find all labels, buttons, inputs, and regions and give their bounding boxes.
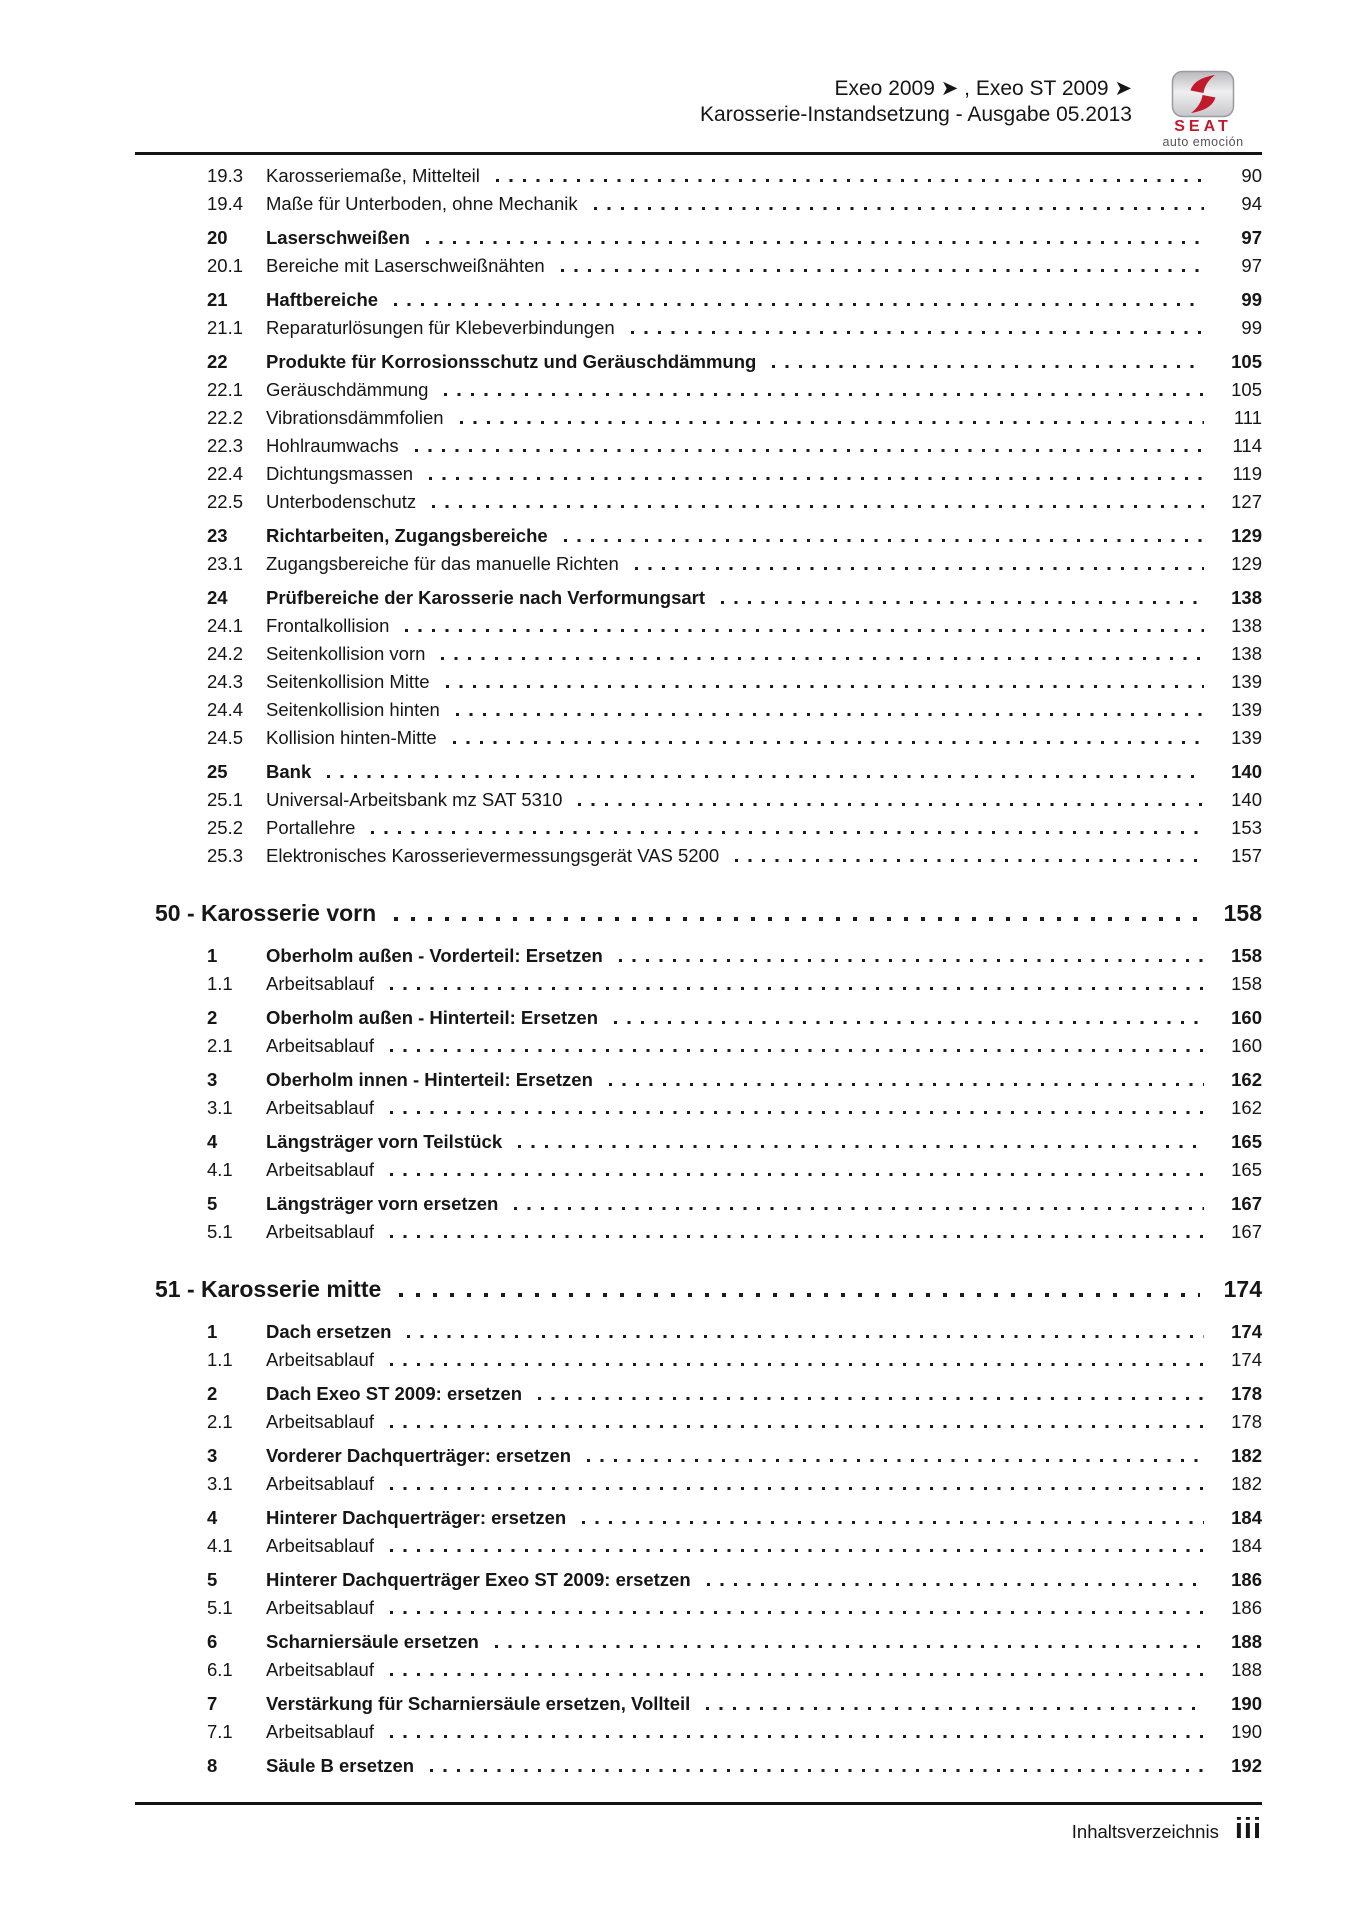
toc-entry-page: 190 [1231, 1721, 1262, 1742]
toc-entry-title: Hohlraumwachs [266, 435, 399, 456]
dot-leader [390, 1111, 1204, 1114]
toc-entry [135, 724, 1262, 752]
toc-list [135, 162, 1262, 1780]
toc-entry-title: Haftbereiche [266, 289, 379, 310]
toc-entry-title: Dach ersetzen [266, 1321, 392, 1342]
toc-entry [135, 1656, 1262, 1684]
toc-entry-title: Zugangsbereiche für das manuelle Richten [266, 553, 619, 574]
toc-entry-number: 25.2 [207, 817, 244, 838]
toc-entry-page: 129 [1231, 525, 1262, 546]
toc-entry-page: 182 [1231, 1473, 1262, 1494]
dot-leader [619, 959, 1204, 962]
dot-leader [735, 859, 1204, 862]
dot-leader [609, 1083, 1204, 1086]
toc-entry-title: Bereiche mit Laserschweißnähten [266, 255, 545, 276]
toc-entry [135, 1690, 1262, 1718]
seat-logo-tagline: auto emoción [1162, 135, 1244, 149]
toc-entry [135, 1566, 1262, 1594]
dot-leader [514, 1207, 1204, 1210]
dot-leader [415, 449, 1204, 452]
toc-entry-number: 4 [207, 1507, 218, 1528]
toc-entry-page: 105 [1231, 379, 1262, 400]
toc-entry-number: 20.1 [207, 255, 244, 276]
toc-entry [135, 1156, 1262, 1184]
toc-entry [135, 1380, 1262, 1408]
toc-entry-title: Reparaturlösungen für Klebeverbindungen [266, 317, 615, 338]
dot-leader [564, 539, 1204, 542]
toc-entry [135, 460, 1262, 488]
toc-entry-number: 2.1 [207, 1035, 233, 1056]
toc-entry [135, 190, 1262, 218]
toc-entry [135, 1032, 1262, 1060]
toc-entry-number: 24.4 [207, 699, 244, 720]
toc-entry [135, 786, 1262, 814]
dot-leader [441, 657, 1204, 660]
toc-entry [135, 1504, 1262, 1532]
dot-leader [390, 1549, 1204, 1552]
dot-leader [518, 1145, 1204, 1148]
toc-entry [135, 1442, 1262, 1470]
toc-entry-page: 192 [1231, 1755, 1262, 1776]
dot-leader [614, 1021, 1204, 1024]
toc-entry-page: 138 [1231, 615, 1262, 636]
toc-entry [135, 970, 1262, 998]
toc-entry-title: Arbeitsablauf [266, 1597, 374, 1618]
header-model-line: Exeo 2009 ➤ , Exeo ST 2009 ➤ [834, 77, 1132, 100]
toc-entry-title: Richtarbeiten, Zugangsbereiche [266, 525, 548, 546]
toc-entry-number: 19.3 [207, 165, 244, 186]
toc-entry-number: 1 [207, 1321, 218, 1342]
toc-entry-number: 21.1 [207, 317, 244, 338]
toc-entry-number: 24.3 [207, 671, 244, 692]
toc-entry-number: 21 [207, 289, 228, 310]
toc-entry-page: 99 [1241, 317, 1262, 338]
toc-entry-title: Prüfbereiche der Karosserie nach Verformungsart [266, 587, 706, 608]
toc-entry [135, 376, 1262, 404]
toc-entry [135, 1628, 1262, 1656]
toc-entry-page: 160 [1231, 1035, 1262, 1056]
toc-entry-title: Seitenkollision hinten [266, 699, 440, 720]
dot-leader [456, 713, 1204, 716]
toc-entry [135, 314, 1262, 342]
dot-leader [707, 1583, 1204, 1586]
toc-entry [135, 668, 1262, 696]
dot-leader [453, 741, 1204, 744]
dot-leader [426, 241, 1204, 244]
dot-leader [582, 1521, 1204, 1524]
toc-entry [135, 758, 1262, 786]
dot-leader [371, 831, 1204, 834]
toc-entry-title: Scharniersäule ersetzen [266, 1631, 479, 1652]
toc-entry-number: 22.1 [207, 379, 244, 400]
toc-entry-number: 1 [207, 945, 218, 966]
toc-entry-page: 127 [1231, 491, 1262, 512]
seat-logo [1144, 70, 1262, 149]
toc-entry-page: 162 [1231, 1069, 1262, 1090]
dot-leader [430, 1769, 1204, 1772]
toc-entry-page: 105 [1231, 351, 1262, 372]
toc-chapter-title: 51 - Karosserie mitte [155, 1276, 382, 1302]
toc-entry-page: 188 [1231, 1631, 1262, 1652]
toc-entry [135, 1128, 1262, 1156]
toc-entry-page: 99 [1241, 289, 1262, 310]
toc-entry-page: 162 [1231, 1097, 1262, 1118]
toc-entry [135, 1532, 1262, 1560]
toc-entry-title: Arbeitsablauf [266, 1411, 374, 1432]
toc-entry [135, 1094, 1262, 1122]
toc-entry-number: 4 [207, 1131, 218, 1152]
toc-entry [135, 1718, 1262, 1746]
toc-entry-title: Längsträger vorn ersetzen [266, 1193, 499, 1214]
dot-leader [390, 1363, 1204, 1366]
seat-logo-icon [1171, 70, 1235, 118]
toc-entry [135, 1066, 1262, 1094]
toc-entry-title: Kollision hinten-Mitte [266, 727, 437, 748]
toc-entry-title: Seitenkollision vorn [266, 643, 426, 664]
toc-entry-number: 22 [207, 351, 228, 372]
toc-chapter-page: 174 [1223, 1276, 1262, 1302]
toc-entry-page: 160 [1231, 1007, 1262, 1028]
dot-leader [327, 775, 1204, 778]
toc-entry-number: 22.5 [207, 491, 244, 512]
toc-entry-title: Bank [266, 761, 312, 782]
page-header [135, 76, 1262, 155]
toc-entry [135, 404, 1262, 432]
toc-entry-title: Arbeitsablauf [266, 1349, 374, 1370]
toc-entry-number: 5.1 [207, 1597, 233, 1618]
toc-entry [135, 252, 1262, 280]
toc-entry-title: Vibrationsdämmfolien [266, 407, 444, 428]
toc-entry-number: 7.1 [207, 1721, 233, 1742]
toc-entry-title: Arbeitsablauf [266, 1035, 374, 1056]
toc-entry-title: Frontalkollision [266, 615, 390, 636]
toc-entry-title: Längsträger vorn Teilstück [266, 1131, 503, 1152]
toc-entry-page: 129 [1231, 553, 1262, 574]
toc-entry-title: Dach Exeo ST 2009: ersetzen [266, 1383, 523, 1404]
toc-entry-title: Karosseriemaße, Mittelteil [266, 165, 480, 186]
toc-entry-title: Arbeitsablauf [266, 1535, 374, 1556]
toc-entry-number: 1.1 [207, 973, 233, 994]
toc-entry-number: 24.1 [207, 615, 244, 636]
dot-leader [429, 477, 1204, 480]
toc-entry-page: 139 [1231, 727, 1262, 748]
toc-entry-page: 165 [1231, 1131, 1262, 1152]
toc-entry-title: Arbeitsablauf [266, 973, 374, 994]
toc-entry-page: 174 [1231, 1321, 1262, 1342]
toc-entry-page: 97 [1241, 255, 1262, 276]
toc-entry-page: 138 [1231, 587, 1262, 608]
toc-entry-title: Arbeitsablauf [266, 1473, 374, 1494]
toc-entry [135, 1470, 1262, 1498]
dot-leader [390, 1173, 1204, 1176]
dot-leader [446, 685, 1205, 688]
toc-entry-title: Dichtungsmassen [266, 463, 414, 484]
toc-entry-page: 139 [1231, 699, 1262, 720]
toc-entry [135, 1218, 1262, 1246]
toc-entry-page: 178 [1231, 1383, 1262, 1404]
toc-entry [135, 162, 1262, 190]
page-footer [135, 1802, 1262, 1846]
seat-logo-wordmark: SEAT [1174, 118, 1232, 135]
toc-entry-title: Produkte für Korrosionsschutz und Geräuschdämmung [266, 351, 757, 372]
dot-leader [578, 803, 1204, 806]
toc-entry-page: 157 [1231, 845, 1262, 866]
dot-leader [772, 365, 1204, 368]
toc-entry-page: 167 [1231, 1221, 1262, 1242]
dot-leader [390, 1235, 1204, 1238]
toc-entry-page: 90 [1241, 165, 1262, 186]
toc-entry-page: 94 [1241, 193, 1262, 214]
toc-entry [135, 1408, 1262, 1436]
toc-entry-title: Hinterer Dachquerträger: ersetzen [266, 1507, 567, 1528]
dot-leader [496, 179, 1204, 182]
toc-entry-number: 2 [207, 1383, 218, 1404]
toc-entry-number: 19.4 [207, 193, 244, 214]
footer-page-number: iii [1234, 1813, 1262, 1845]
dot-leader [390, 1487, 1204, 1490]
toc-entry [135, 522, 1262, 550]
toc-entry [135, 432, 1262, 460]
toc-entry-page: 140 [1231, 789, 1262, 810]
dot-leader [407, 1335, 1204, 1338]
toc-entry [135, 1318, 1262, 1346]
toc-entry-page: 158 [1231, 945, 1262, 966]
toc-entry-title: Unterbodenschutz [266, 491, 417, 512]
toc-entry-number: 1.1 [207, 1349, 233, 1370]
toc-entry-number: 25.1 [207, 789, 244, 810]
toc-entry [135, 640, 1262, 668]
toc-entry-number: 3.1 [207, 1473, 233, 1494]
toc-entry-title: Arbeitsablauf [266, 1159, 374, 1180]
toc-entry-title: Laserschweißen [266, 227, 410, 248]
toc-entry-number: 24.2 [207, 643, 244, 664]
toc-entry-number: 6.1 [207, 1659, 233, 1680]
toc-entry-number: 5 [207, 1569, 218, 1590]
toc-entry-title: Arbeitsablauf [266, 1221, 374, 1242]
toc-entry-page: 186 [1231, 1597, 1262, 1618]
toc-entry-number: 3 [207, 1069, 218, 1090]
toc-entry-title: Seitenkollision Mitte [266, 671, 430, 692]
toc-entry-number: 23.1 [207, 553, 244, 574]
toc-entry-number: 5.1 [207, 1221, 233, 1242]
toc-entry-title: Geräuschdämmung [266, 379, 429, 400]
dot-leader [561, 269, 1204, 272]
toc-entry [135, 1752, 1262, 1780]
toc-chapter-heading [135, 1272, 1262, 1306]
dot-leader [405, 629, 1204, 632]
toc-entry-page: 188 [1231, 1659, 1262, 1680]
toc-entry-number: 2 [207, 1007, 218, 1028]
toc-entry-number: 25 [207, 761, 228, 782]
toc-entry-number: 4.1 [207, 1535, 233, 1556]
toc-entry [135, 286, 1262, 314]
dot-leader [390, 1049, 1204, 1052]
toc-entry [135, 1346, 1262, 1374]
toc-entry-number: 20 [207, 227, 228, 248]
toc-entry-page: 114 [1232, 435, 1262, 456]
toc-entry-number: 22.2 [207, 407, 244, 428]
toc-entry-page: 158 [1231, 973, 1262, 994]
dot-leader [587, 1459, 1204, 1462]
toc-entry-page: 167 [1231, 1193, 1262, 1214]
toc-entry-page: 165 [1231, 1159, 1262, 1180]
toc-entry-title: Hinterer Dachquerträger Exeo ST 2009: ersetzen [266, 1569, 691, 1590]
dot-leader [460, 421, 1204, 424]
toc-entry [135, 842, 1262, 870]
toc-entry [135, 1004, 1262, 1032]
toc-entry-number: 2.1 [207, 1411, 233, 1432]
dot-leader [721, 601, 1204, 604]
toc-entry-page: 138 [1231, 643, 1262, 664]
toc-entry-number: 25.3 [207, 845, 244, 866]
toc-entry [135, 814, 1262, 842]
dot-leader [495, 1645, 1204, 1648]
dot-leader [631, 331, 1204, 334]
toc-entry-number: 7 [207, 1693, 218, 1714]
toc-entry-number: 8 [207, 1755, 218, 1776]
toc-entry-page: 186 [1231, 1569, 1262, 1590]
toc-entry-page: 97 [1241, 227, 1262, 248]
toc-entry-number: 6 [207, 1631, 218, 1652]
toc-entry-title: Oberholm außen - Hinterteil: Ersetzen [266, 1007, 599, 1028]
toc-entry-page: 139 [1231, 671, 1262, 692]
dot-leader [394, 303, 1204, 306]
toc-entry-page: 184 [1231, 1535, 1262, 1556]
dot-leader [432, 505, 1204, 508]
toc-entry-title: Portallehre [266, 817, 356, 838]
toc-entry [135, 488, 1262, 516]
toc-entry [135, 1594, 1262, 1622]
toc-entry-page: 182 [1231, 1445, 1262, 1466]
toc-entry [135, 584, 1262, 612]
toc-entry-title: Arbeitsablauf [266, 1721, 374, 1742]
toc-entry-title: Säule B ersetzen [266, 1755, 415, 1776]
toc-entry [135, 550, 1262, 578]
toc-entry-title: Arbeitsablauf [266, 1097, 374, 1118]
dot-leader [399, 1293, 1200, 1297]
toc-entry-number: 22.4 [207, 463, 244, 484]
toc-entry [135, 348, 1262, 376]
dot-leader [394, 917, 1200, 921]
toc-entry-number: 23 [207, 525, 228, 546]
dot-leader [594, 207, 1204, 210]
dot-leader [390, 1673, 1204, 1676]
dot-leader [538, 1397, 1204, 1400]
toc-entry-number: 24.5 [207, 727, 244, 748]
toc-entry-title: Oberholm außen - Vorderteil: Ersetzen [266, 945, 603, 966]
header-text [135, 76, 1132, 128]
toc-entry-title: Universal-Arbeitsbank mz SAT 5310 [266, 789, 563, 810]
toc-entry-number: 22.3 [207, 435, 244, 456]
toc-entry-page: 119 [1232, 463, 1262, 484]
toc-entry-title: Verstärkung für Scharniersäule ersetzen, Vollteil [266, 1693, 691, 1714]
toc-entry [135, 612, 1262, 640]
header-doc-line: Karosserie-Instandsetzung - Ausgabe 05.2013 [700, 103, 1132, 126]
toc-entry-page: 178 [1231, 1411, 1262, 1432]
dot-leader [390, 1735, 1204, 1738]
toc-entry-title: Arbeitsablauf [266, 1659, 374, 1680]
dot-leader [390, 1425, 1204, 1428]
toc-entry-number: 5 [207, 1193, 218, 1214]
toc-entry-title: Maße für Unterboden, ohne Mechanik [266, 193, 578, 214]
toc-entry-page: 184 [1231, 1507, 1262, 1528]
toc-entry-title: Elektronisches Karosserievermessungsgerät VAS 5200 [266, 845, 720, 866]
toc-entry-number: 3 [207, 1445, 218, 1466]
toc-entry-page: 153 [1231, 817, 1262, 838]
toc-entry-number: 4.1 [207, 1159, 233, 1180]
dot-leader [390, 1611, 1204, 1614]
toc-entry [135, 696, 1262, 724]
toc-entry [135, 942, 1262, 970]
toc-chapter-heading [135, 896, 1262, 930]
toc-entry-page: 190 [1231, 1693, 1262, 1714]
toc-entry-title: Vorderer Dachquerträger: ersetzen [266, 1445, 572, 1466]
toc-entry [135, 224, 1262, 252]
footer-label: Inhaltsverzeichnis [1071, 1821, 1219, 1842]
toc-entry-number: 24 [207, 587, 228, 608]
dot-leader [444, 393, 1204, 396]
toc-entry-page: 140 [1231, 761, 1262, 782]
dot-leader [706, 1707, 1204, 1710]
toc-chapter-page: 158 [1223, 900, 1262, 926]
toc-entry [135, 1190, 1262, 1218]
dot-leader [635, 567, 1204, 570]
toc-entry-number: 3.1 [207, 1097, 233, 1118]
toc-chapter-title: 50 - Karosserie vorn [155, 900, 377, 926]
toc-entry-page: 111 [1233, 407, 1262, 428]
toc-entry-page: 174 [1231, 1349, 1262, 1370]
dot-leader [390, 987, 1204, 990]
toc-entry-title: Oberholm innen - Hinterteil: Ersetzen [266, 1069, 593, 1090]
